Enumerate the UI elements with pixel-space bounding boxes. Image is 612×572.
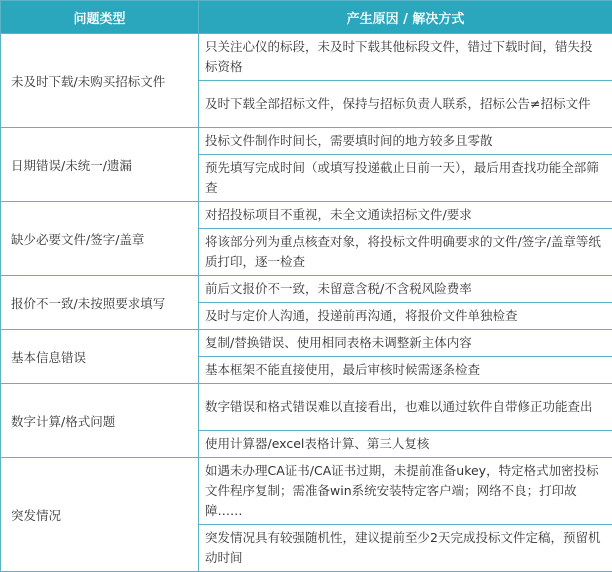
table-row: [1, 128, 612, 155]
cause-cell: 如遇未办理CA证书/CA证书过期，未提前准备ukey，特定格式加密投标文件程序复制；需准备win系统安装特定客户端；网络不良；打印故障……: [199, 458, 612, 525]
issue-type-cell: 基本信息错误: [1, 330, 199, 384]
solution-cell: 基本框架不能直接使用，最后审核时候需逐条检查: [199, 357, 612, 384]
table-row: [1, 276, 612, 303]
cause-cell: 数字错误和格式错误难以直接看出，也难以通过软件自带修正功能查出: [199, 384, 612, 431]
issue-type-cell: 突发情况: [1, 458, 199, 572]
issue-type-cell: 未及时下载/未购买招标文件: [1, 34, 199, 128]
cause-cell: 投标文件制作时间长，需要填时间的地方较多且零散: [199, 128, 612, 155]
cause-cell: 对招投标项目不重视，未全文通读招标文件/要求: [199, 202, 612, 229]
issue-type-cell: 报价不一致/未按照要求填写: [1, 276, 199, 330]
issue-type-cell: 缺少必要文件/签字/盖章: [1, 202, 199, 276]
issue-type-cell: 日期错误/未统一/遗漏: [1, 128, 199, 202]
table-row: [1, 330, 612, 357]
solution-cell: 使用计算器/excel表格计算、第三人复核: [199, 431, 612, 458]
solution-cell: 预先填写完成时间（或填写投递截止日前一天），最后用查找功能全部筛查: [199, 155, 612, 202]
header-cause-solution: 产生原因 / 解决方式: [199, 1, 612, 34]
table-header-row: [1, 1, 612, 34]
table-row: [1, 202, 612, 229]
cause-cell: 复制/替换错误、使用相同表格未调整新主体内容: [199, 330, 612, 357]
cause-cell: 前后文报价不一致，未留意含税/不含税风险费率: [199, 276, 612, 303]
header-issue-type: 问题类型: [1, 1, 199, 34]
table-row: [1, 384, 612, 431]
table-row: [1, 34, 612, 81]
solution-cell: 及时下载全部招标文件，保持与招标负责人联系，招标公告≠招标文件: [199, 81, 612, 128]
solution-cell: 及时与定价人沟通，投递前再沟通，将报价文件单独检查: [199, 303, 612, 330]
cause-cell: 只关注心仪的标段，未及时下载其他标段文件，错过下载时间，错失投标资格: [199, 34, 612, 81]
solution-cell: 将该部分列为重点核查对象，将投标文件明确要求的文件/签字/盖章等纸质打印，逐一检查: [199, 229, 612, 276]
issue-type-cell: 数字计算/格式问题: [1, 384, 199, 458]
solution-cell: 突发情况具有较强随机性，建议提前至少2天完成投标文件定稿，预留机动时间: [199, 525, 612, 572]
table-row: [1, 458, 612, 525]
